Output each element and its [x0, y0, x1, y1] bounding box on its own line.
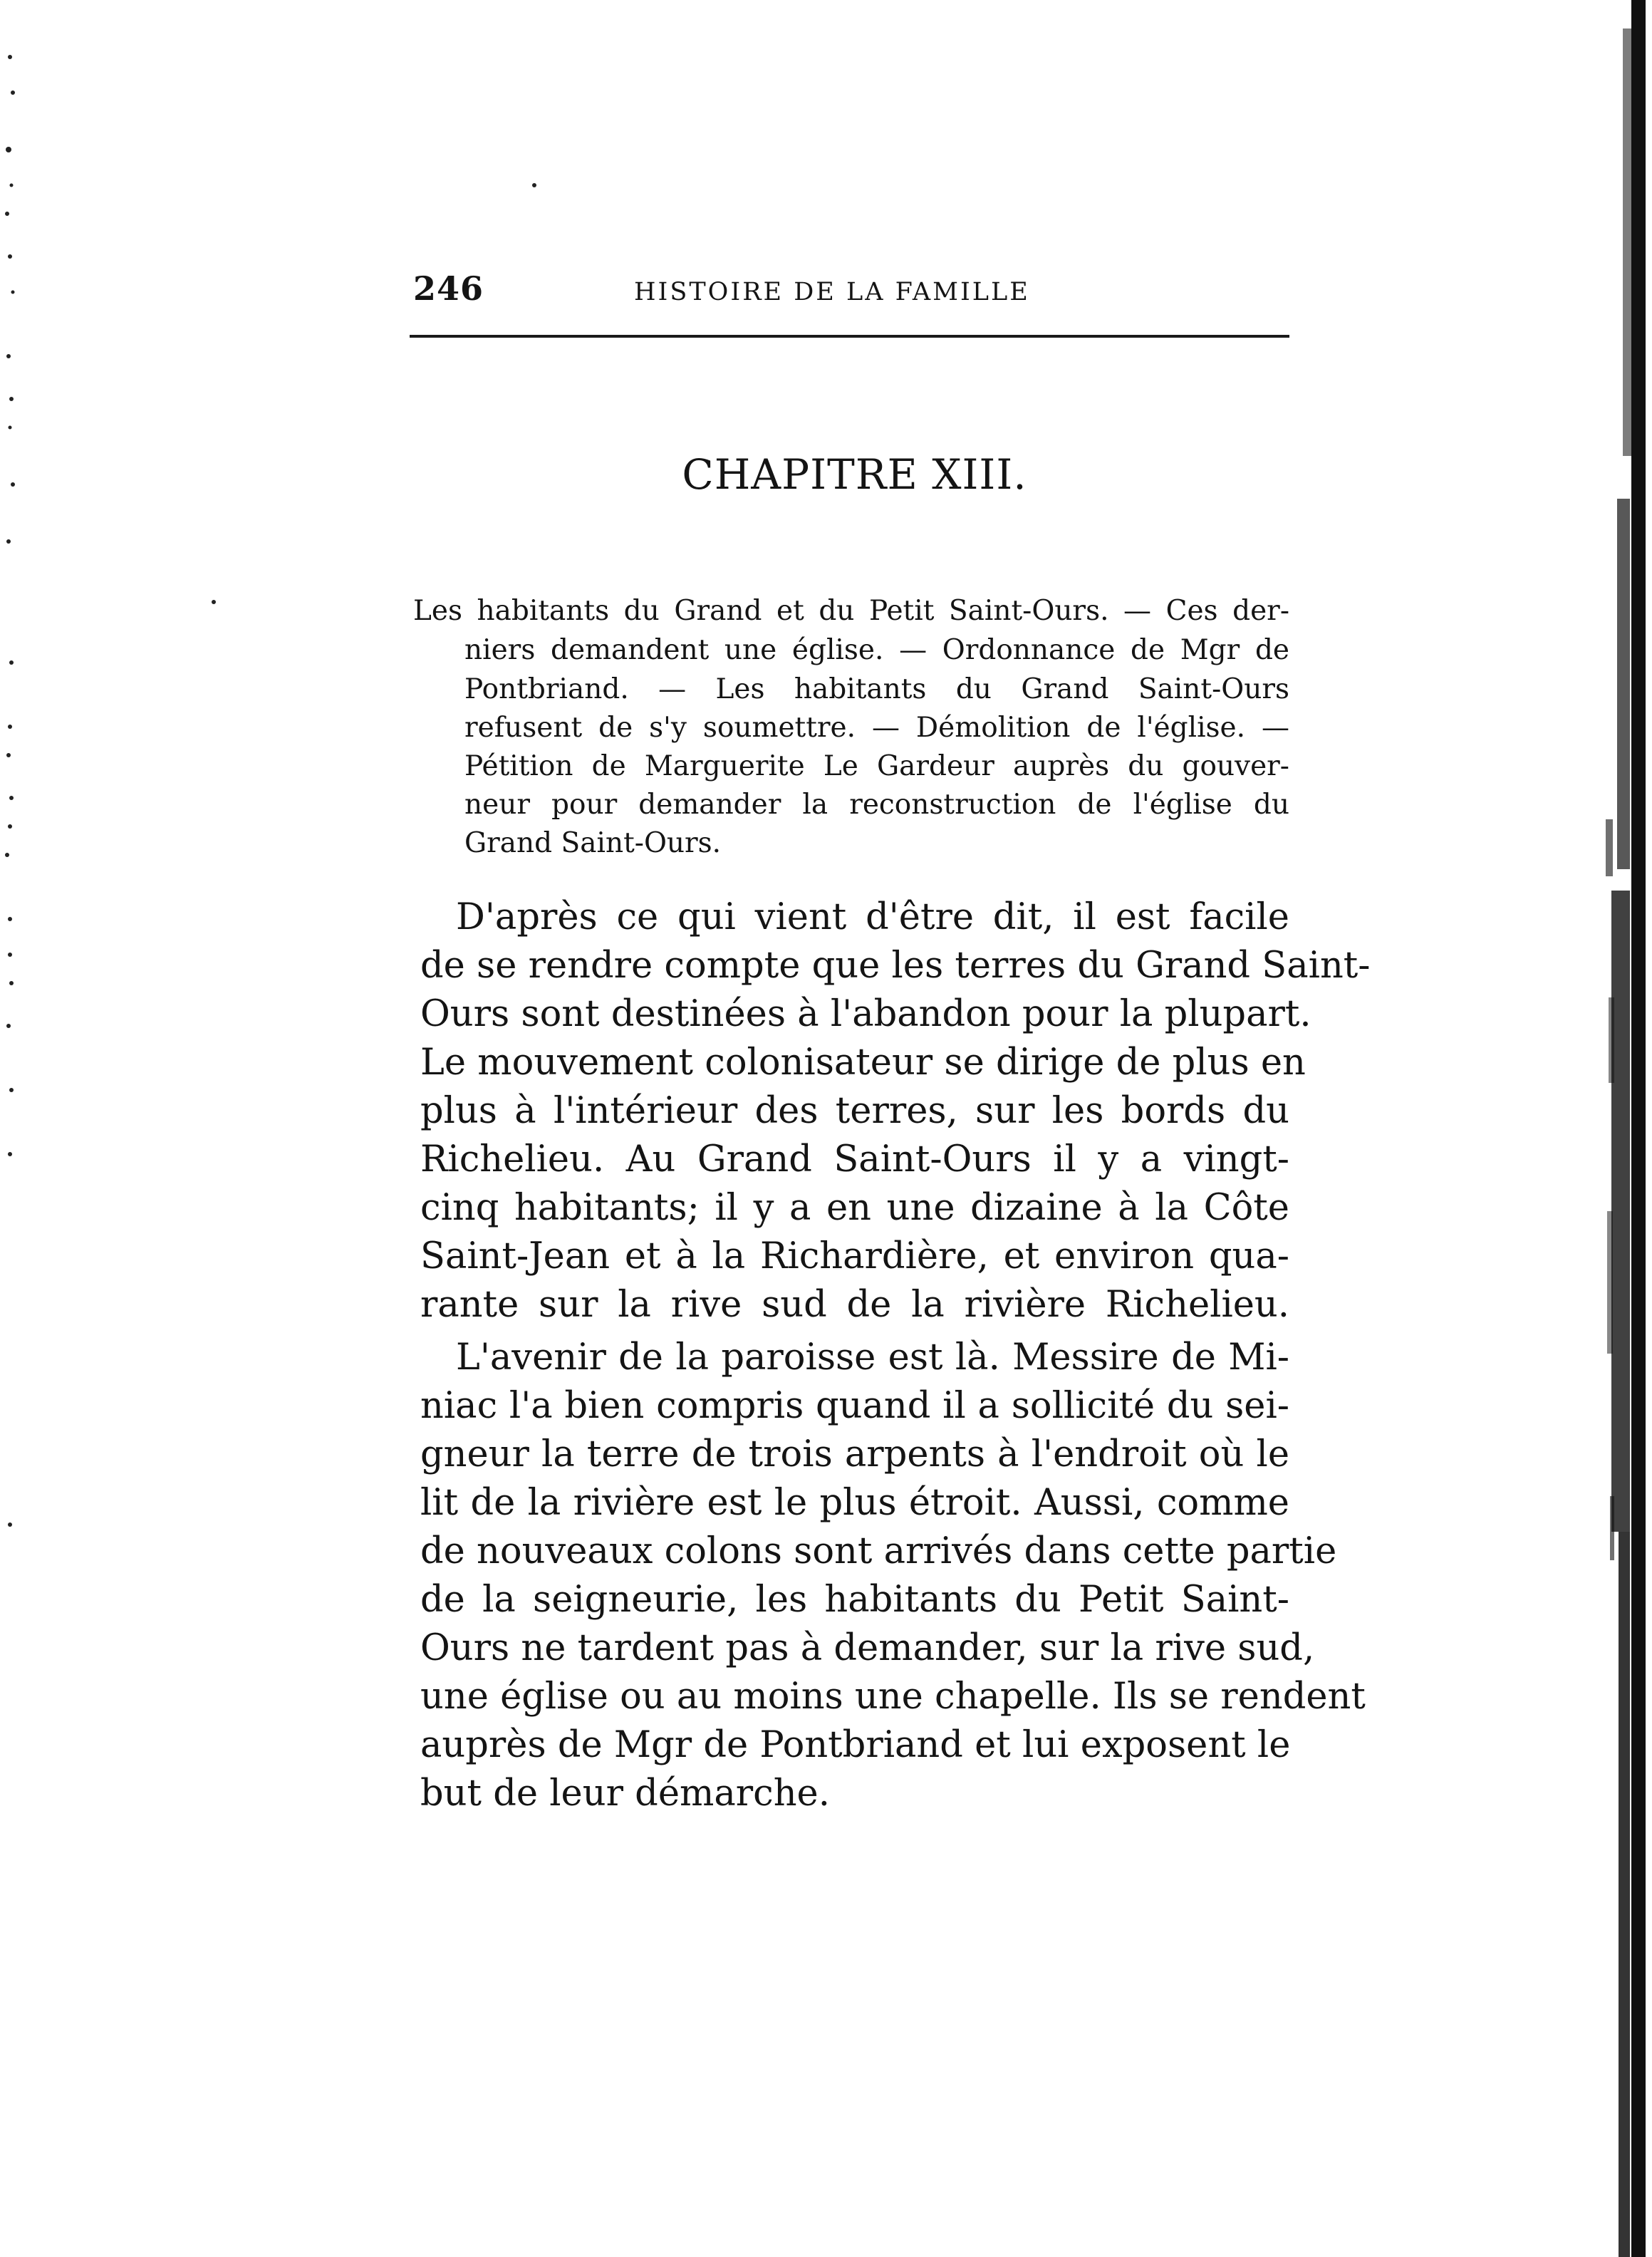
chapter-title: CHAPITRE XIII. [682, 450, 1027, 499]
body-line: Ours sont destinées à l'abandon pour la plupart. [420, 993, 1311, 1035]
summary-line: Pétition de Marguerite Le Gardeur auprès du gouver- [464, 750, 1289, 782]
binding-edge [1606, 0, 1646, 2257]
body-line: de nouveaux colons sont arrivés dans cette partie [420, 1530, 1337, 1572]
body-line: lit de la rivière est le plus étroit. Aussi, comme [420, 1482, 1289, 1524]
body-line: gneur la terre de trois arpents à l'endroit où le [420, 1433, 1289, 1475]
body-line: auprès de Mgr de Pontbriand et lui exposent le [420, 1724, 1291, 1766]
page-number: 246 [413, 269, 484, 308]
body-line: de la seigneurie, les habitants du Petit Saint- [420, 1579, 1289, 1621]
running-header [413, 269, 1289, 319]
body-line: plus à l'intérieur des terres, sur les bords du [420, 1090, 1289, 1132]
summary-line: Pontbriand. — Les habitants du Grand Saint-Ours [464, 673, 1289, 705]
body-line: niac l'a bien compris quand il a sollicité du sei- [420, 1385, 1289, 1427]
header-rule [410, 335, 1289, 338]
body-line: L'avenir de la paroisse est là. Messire de Mi- [456, 1337, 1289, 1379]
body-line: une église ou au moins une chapelle. Ils se rendent [420, 1676, 1366, 1718]
summary-line: refusent de s'y soumettre. — Démolition de l'église. — [464, 712, 1289, 744]
body-line: but de leur démarche. [420, 1773, 830, 1815]
body-line: Richelieu. Au Grand Saint-Ours il y a vingt- [420, 1138, 1289, 1181]
body-line: Le mouvement colonisateur se dirige de plus en [420, 1042, 1306, 1084]
running-title: HISTOIRE DE LA FAMILLE [634, 278, 1030, 306]
body-line: rante sur la rive sud de la rivière Richelieu. [420, 1284, 1289, 1326]
body-line: Ours ne tardent pas à demander, sur la rive sud, [420, 1627, 1315, 1669]
body-line: D'après ce qui vient d'être dit, il est facile [456, 896, 1289, 938]
summary-line: Les habitants du Grand et du Petit Saint-Ours. — Ces der- [413, 595, 1289, 627]
summary-line: Grand Saint-Ours. [464, 827, 722, 859]
body-line: de se rendre compte que les terres du Grand Saint- [420, 945, 1371, 987]
body-line: Saint-Jean et à la Richardière, et environ qua- [420, 1235, 1289, 1277]
body-line: cinq habitants; il y a en une dizaine à la Côte [420, 1187, 1289, 1229]
summary-line: niers demandent une église. — Ordonnance de Mgr de [464, 634, 1289, 666]
summary-line: neur pour demander la reconstruction de l'église du [464, 789, 1289, 821]
